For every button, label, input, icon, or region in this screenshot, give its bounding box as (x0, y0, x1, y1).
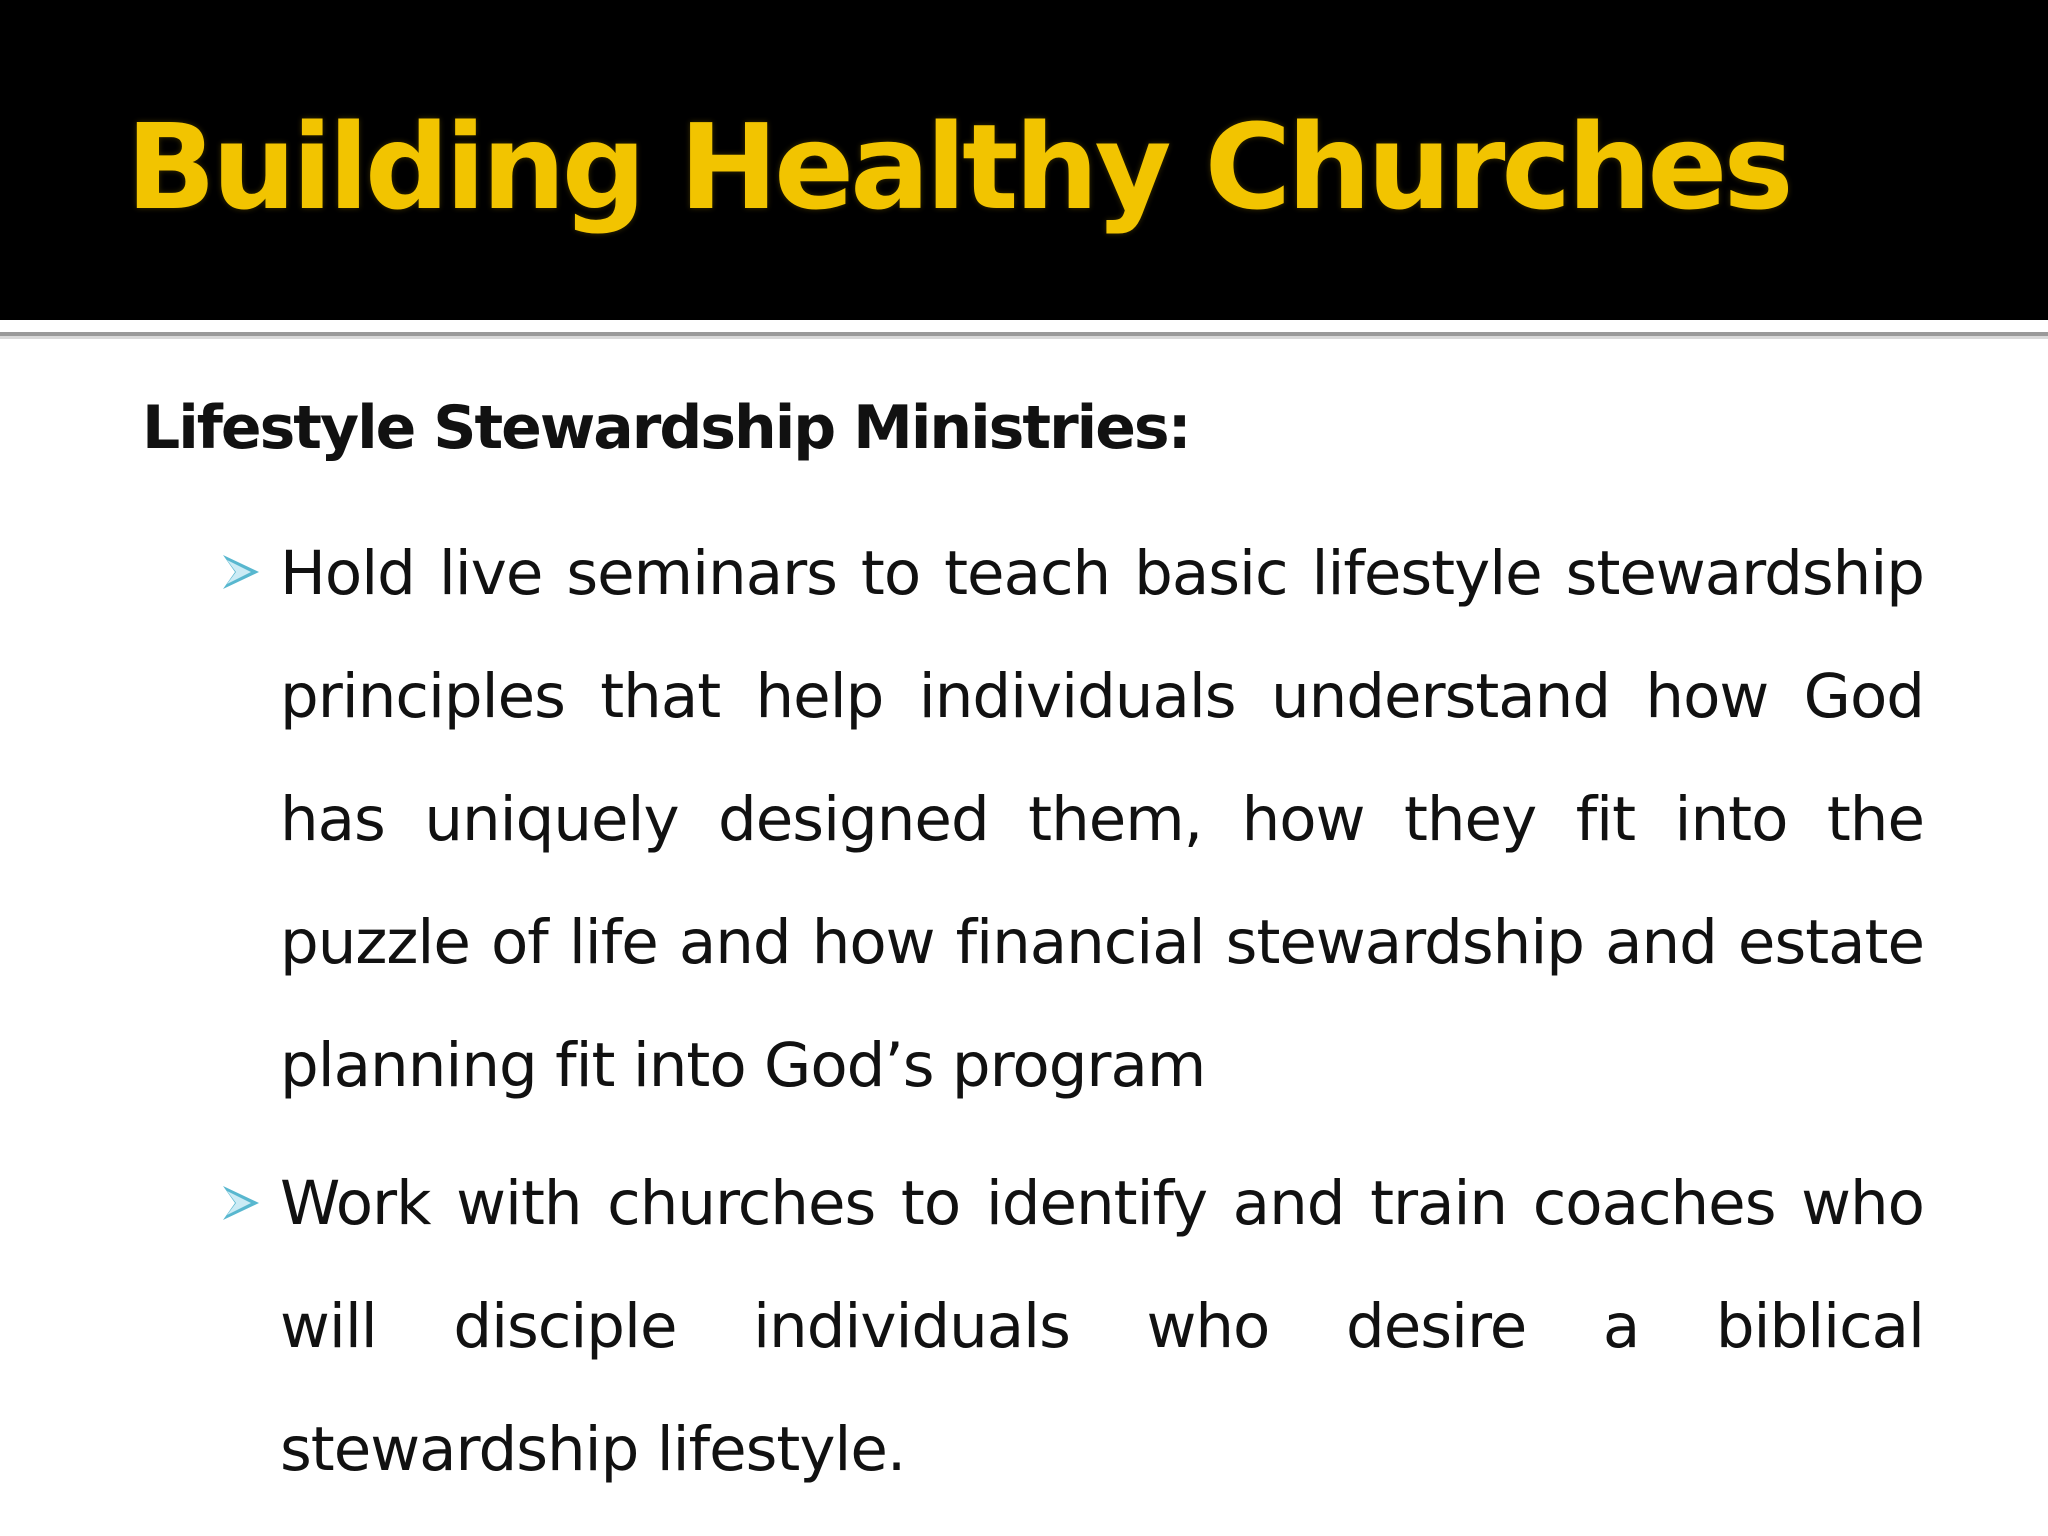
title-bar (0, 0, 2048, 320)
section-heading: Lifestyle Stewardship Ministries: (142, 393, 1190, 463)
title-divider-highlight (0, 336, 2048, 339)
bullet-point: Work with churches to identify and train coaches who will disciple individuals who desire a biblical stewardship lifestyle. (280, 1168, 1924, 1485)
slide-title: Building Healthy Churches (126, 98, 1790, 236)
arrow-right-icon (220, 1181, 264, 1225)
bullet-point: Hold live seminars to teach basic lifestyle stewardship principles that help individuals understand how God has uniquely designed them, how they fit into the puzzle of life and how financial stewardship and estate planning fit into God’s program (280, 538, 1924, 1101)
arrow-right-icon (220, 550, 264, 594)
